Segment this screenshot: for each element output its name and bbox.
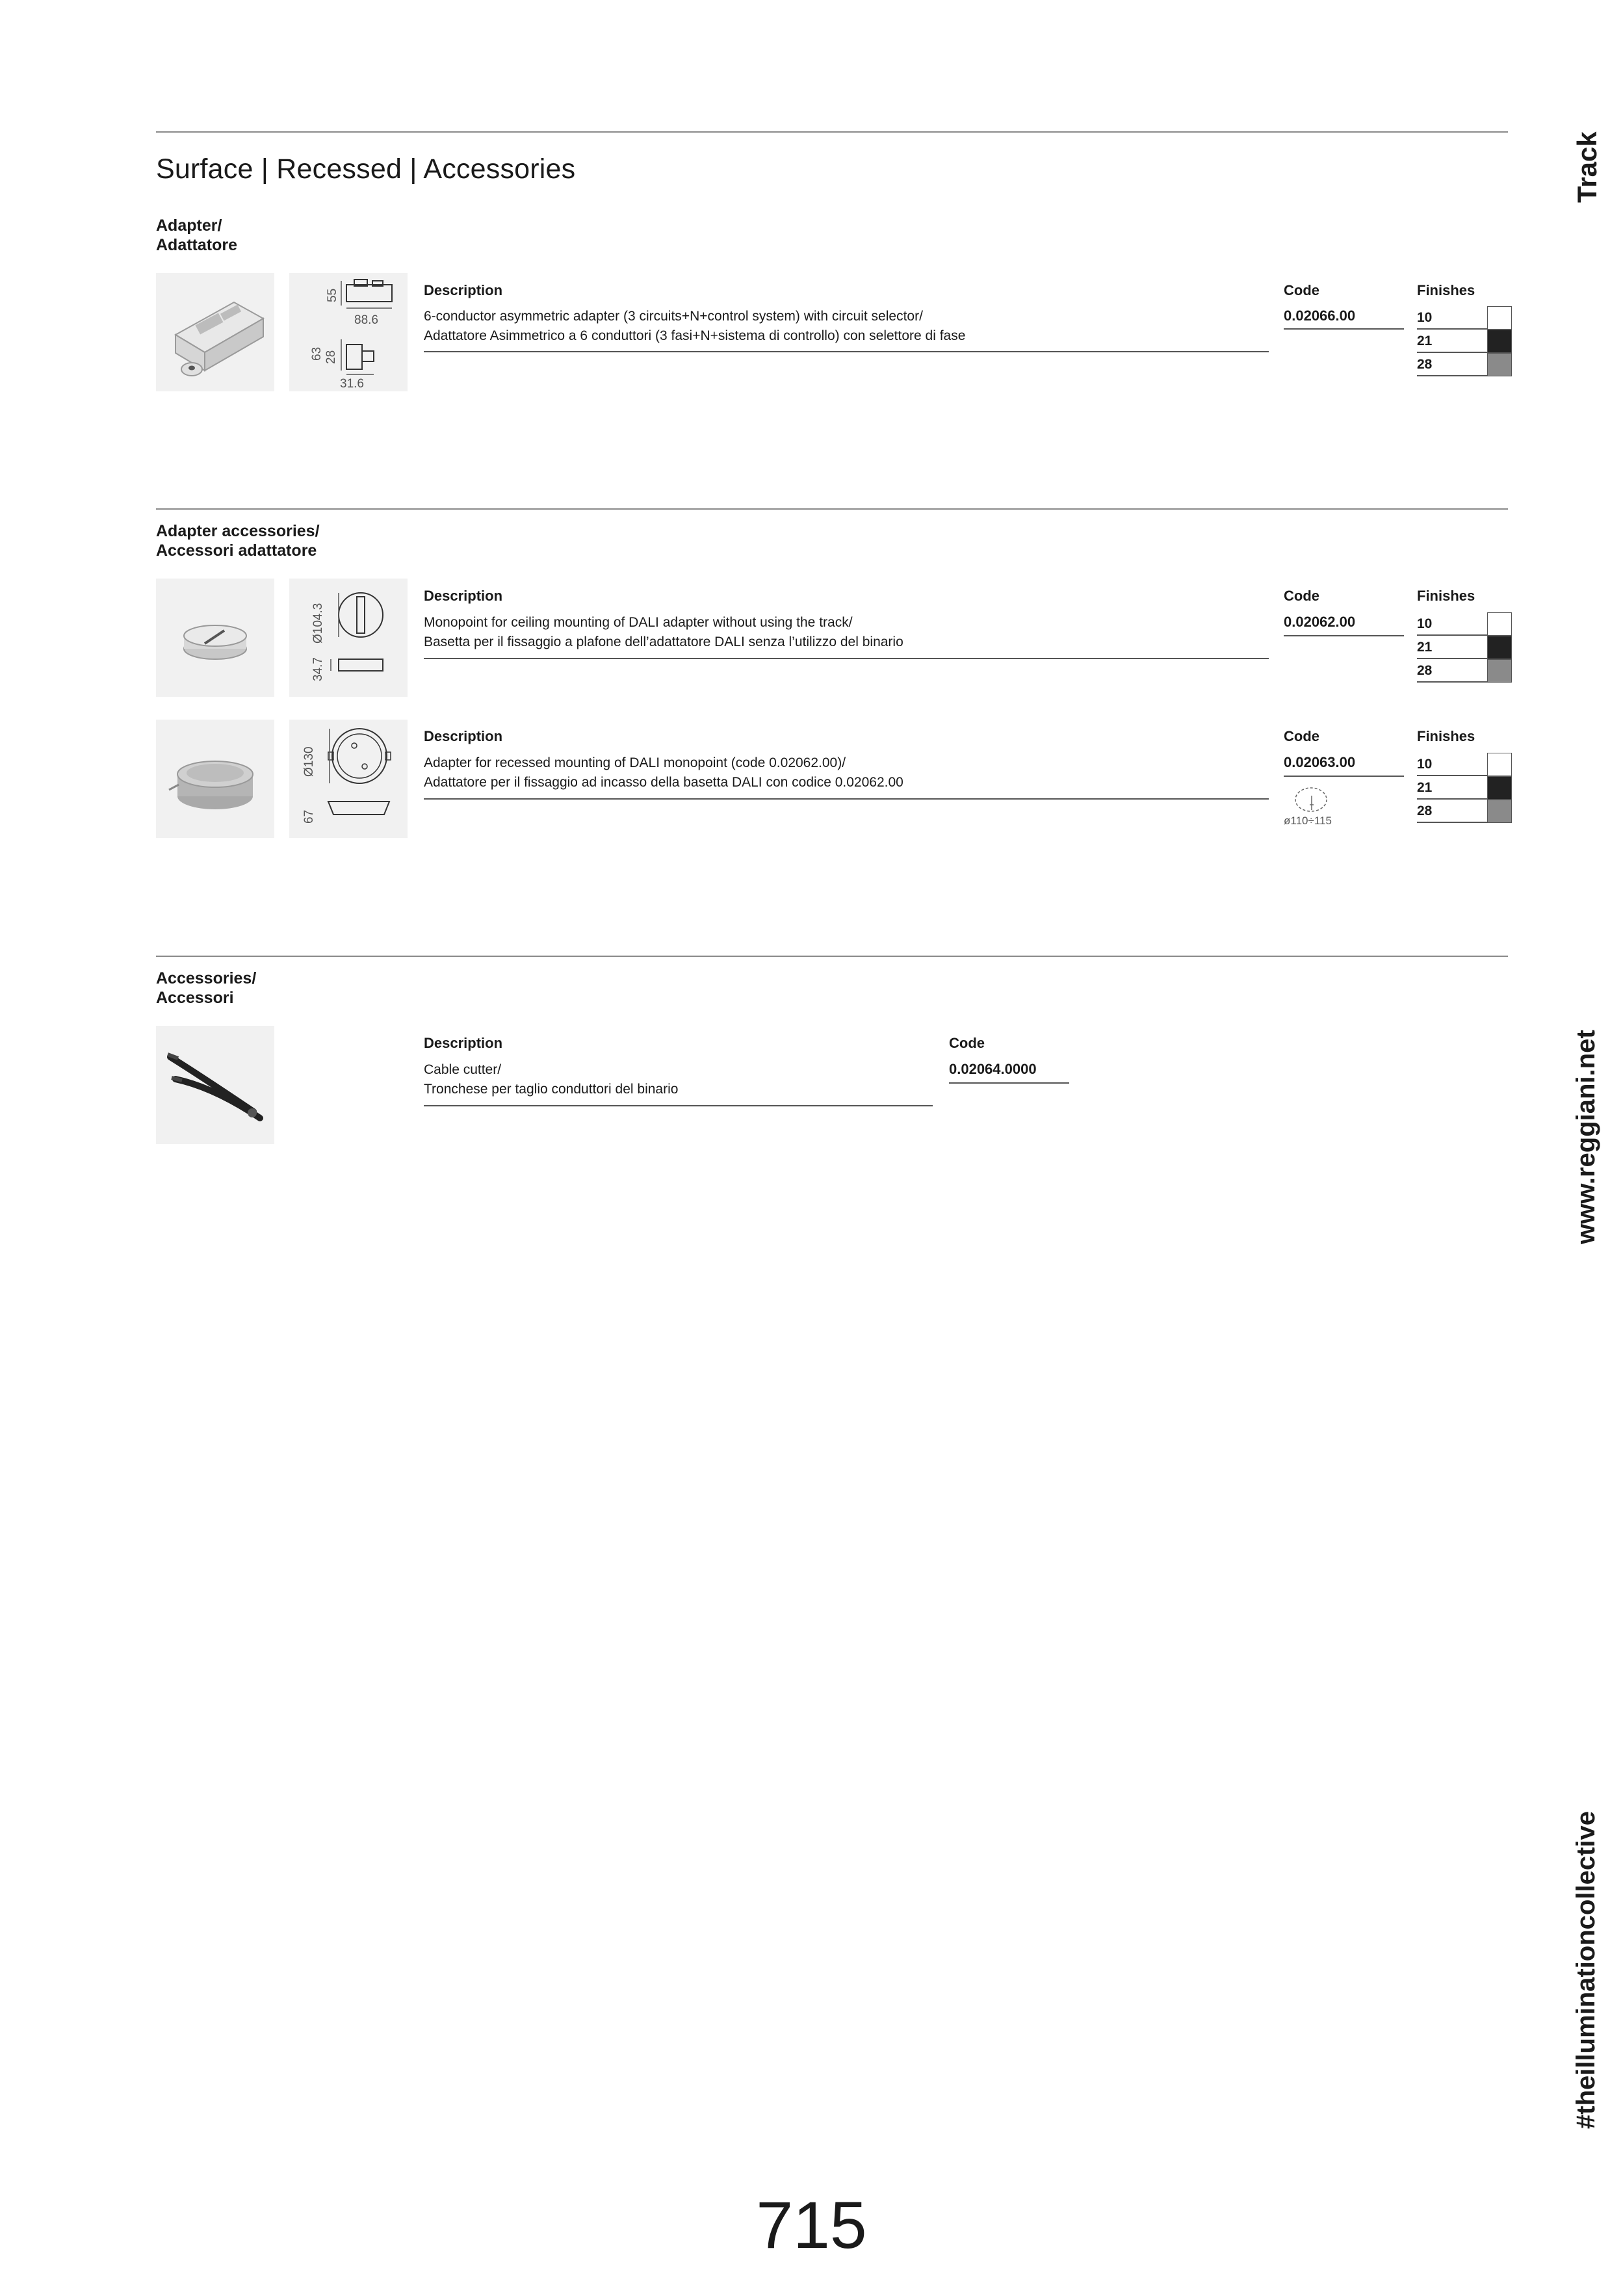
code-underline [1284,635,1404,636]
dimension-drawing [289,720,408,838]
code-underline [1284,776,1404,777]
svg-text:63: 63 [310,346,324,361]
finish-swatch-black [1487,636,1512,659]
finish-row: 28 [1417,660,1512,683]
side-track-label: Track [1572,131,1602,203]
finish-swatch-grey [1487,800,1512,823]
product-code: 0.02066.00 [1284,307,1356,324]
finish-row: 21 [1417,331,1512,353]
finish-row: 28 [1417,354,1512,376]
page-number: 715 [756,2188,867,2262]
finish-row: 21 [1417,637,1512,659]
svg-text:55: 55 [326,288,339,302]
adapter-dimension-drawing-icon [289,273,408,391]
description-text: Adapter for recessed mounting of DALI monopoint (code 0.02062.00)/ Adattatore per il fissaggio ad incasso della basetta DALI con codice 0.02062.00 [424,755,903,790]
finish-swatch-white [1487,612,1512,636]
finish-swatch-black [1487,776,1512,800]
page-title: Surface | Recessed | Accessories [156,153,576,185]
svg-text:34.7: 34.7 [311,657,325,681]
code-label: Code [1284,588,1319,604]
description-underline [424,351,1269,352]
recessed-dimension-drawing-icon [289,720,408,838]
finishes-label: Finishes [1417,282,1475,298]
svg-text:88.6: 88.6 [354,313,378,327]
section-rule [156,956,1508,957]
product-photo [156,579,274,697]
svg-text:31.6: 31.6 [340,377,364,391]
finish-swatch-black [1487,330,1512,353]
code-underline [949,1082,1069,1084]
svg-text:28: 28 [324,350,338,364]
hashtag-label: #theilluminationcollective [1572,1810,1600,2129]
code-label: Code [949,1035,985,1051]
finish-row: 10 [1417,614,1512,636]
section-heading-adapter-accessories: Adapter accessories/ Accessori adattatore [156,522,320,560]
svg-text:Ø104.3: Ø104.3 [311,603,325,644]
finishes-label: Finishes [1417,588,1475,604]
code-label: Code [1284,728,1319,744]
product-photo [156,273,274,391]
website-link[interactable]: www.reggiani.net [1572,1030,1600,1244]
product-photo [156,720,274,838]
description-underline [424,1105,933,1106]
dimension-drawing [289,273,408,391]
finish-swatch-white [1487,306,1512,330]
code-underline [1284,328,1404,330]
description-text: Cable cutter/ Tronchese per taglio conduttori del binario [424,1062,679,1097]
finish-row: 28 [1417,801,1512,823]
cable-cutter-icon [156,1026,274,1144]
code-label: Code [1284,282,1319,298]
finish-row: 10 [1417,307,1512,330]
finishes-label: Finishes [1417,728,1475,744]
dimension-drawing [289,579,408,697]
description-label: Description [424,588,503,604]
description-text: Monopoint for ceiling mounting of DALI adapter without using the track/ Basetta per il fissaggio a plafone dell’adattatore DALI senza l’utilizzo del binario [424,615,903,649]
section-rule [156,508,1508,510]
description-underline [424,658,1269,659]
base-dimension-drawing-icon [289,579,408,697]
product-photo [156,1026,274,1144]
ceiling-base-icon [156,579,274,697]
description-underline [424,798,1269,800]
recessed-adapter-icon [156,720,274,838]
finish-row: 21 [1417,777,1512,800]
top-rule [156,131,1508,133]
description-text: 6-conductor asymmetric adapter (3 circuits+N+control system) with circuit selector/ Adattatore Asimmetrico a 6 conduttori (3 fasi+N+sistema di controllo) con selettore di fase [424,309,966,343]
finish-row: 10 [1417,754,1512,776]
description-label: Description [424,728,503,744]
product-code: 0.02063.00 [1284,754,1356,770]
track-adapter-icon [156,273,274,391]
description-label: Description [424,1035,503,1051]
svg-text:67: 67 [302,809,316,824]
finish-swatch-white [1487,753,1512,776]
section-heading-accessories: Accessories/ Accessori [156,969,257,1007]
svg-text:Ø130: Ø130 [302,746,316,777]
finish-swatch-grey [1487,659,1512,683]
cutout-dimension: ø110÷115 [1284,815,1332,827]
section-heading-adapter: Adapter/ Adattatore [156,216,238,254]
product-code: 0.02062.00 [1284,614,1356,630]
finish-swatch-grey [1487,353,1512,376]
product-code: 0.02064.0000 [949,1061,1037,1077]
description-label: Description [424,282,503,298]
